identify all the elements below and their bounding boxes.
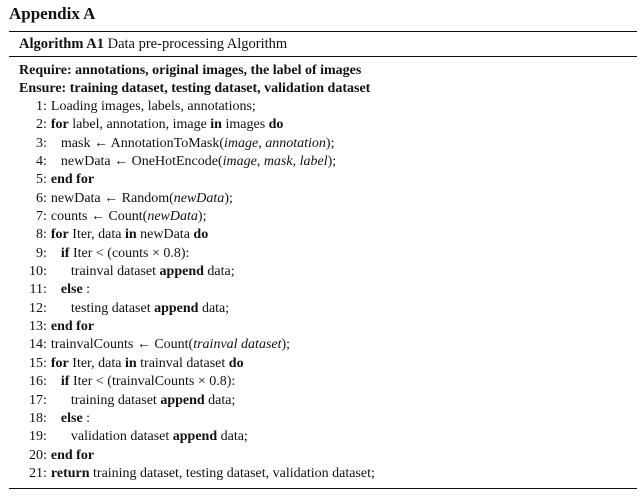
line-content bbox=[51, 227, 208, 242]
keyword: for bbox=[50, 227, 69, 243]
keyword: for bbox=[50, 355, 69, 371]
line-content bbox=[51, 99, 256, 114]
code-text: mask ← AnnotationToMask( bbox=[60, 135, 225, 151]
code-text: images bbox=[221, 117, 269, 133]
code-text: data; bbox=[217, 429, 248, 445]
line-number: 18 bbox=[29, 410, 43, 426]
line-number-colon: : bbox=[43, 465, 47, 481]
code-text: ); bbox=[325, 135, 335, 151]
code-text: newData bbox=[136, 227, 194, 243]
line-number-colon: : bbox=[43, 172, 47, 188]
keyword: else bbox=[60, 410, 83, 426]
keyword: end for bbox=[50, 319, 95, 335]
code-text: Iter, data bbox=[68, 355, 125, 371]
math-argument: image, mask, label bbox=[222, 154, 328, 170]
line-number: 13 bbox=[29, 319, 43, 335]
line-number-colon: : bbox=[43, 429, 47, 445]
math-argument: image, annotation bbox=[224, 135, 326, 151]
code-text: trainval dataset bbox=[70, 264, 160, 280]
algorithm-line bbox=[9, 190, 375, 208]
line-content bbox=[51, 393, 236, 408]
line-number: 11 bbox=[29, 282, 43, 298]
code-text: ); bbox=[197, 209, 207, 225]
bottom-rule bbox=[9, 488, 637, 489]
code-text: training dataset bbox=[70, 392, 161, 408]
keyword: in bbox=[124, 227, 137, 243]
line-number: 2 bbox=[36, 117, 43, 133]
line-content bbox=[51, 154, 336, 169]
math-argument: newData bbox=[147, 209, 198, 225]
algorithm-caption bbox=[19, 35, 287, 53]
line-content bbox=[51, 429, 248, 444]
code-text: ); bbox=[281, 337, 291, 353]
line-number: 3 bbox=[36, 135, 43, 151]
line-number-colon: : bbox=[43, 374, 47, 390]
code-text: newData ← Random( bbox=[50, 190, 174, 206]
line-content bbox=[51, 136, 335, 151]
keyword: else bbox=[60, 282, 83, 298]
line-number: 17 bbox=[29, 392, 43, 408]
algorithm-line bbox=[9, 465, 375, 483]
line-number-colon: : bbox=[43, 319, 47, 335]
line-number-colon: : bbox=[43, 209, 47, 225]
algorithm-box bbox=[9, 31, 637, 489]
line-content bbox=[51, 411, 90, 426]
line-content bbox=[51, 209, 207, 224]
keyword: do bbox=[268, 117, 284, 133]
keyword: append bbox=[160, 392, 205, 408]
line-number-colon: : bbox=[43, 117, 47, 133]
line-content bbox=[51, 356, 244, 371]
algorithm-line bbox=[9, 318, 375, 336]
algorithm-line bbox=[9, 135, 375, 153]
line-number-colon: : bbox=[43, 135, 47, 151]
code-text: counts ← Count( bbox=[50, 209, 148, 225]
algorithm-line bbox=[9, 226, 375, 244]
caption-title: Data pre-processing Algorithm bbox=[107, 36, 288, 52]
algorithm-lines bbox=[9, 98, 375, 483]
code-text: trainvalCounts ← Count( bbox=[50, 337, 194, 353]
algorithm-line bbox=[9, 336, 375, 354]
line-number-colon: : bbox=[43, 99, 47, 114]
code-text: training dataset, testing dataset, validation dataset; bbox=[89, 465, 375, 481]
line-number: 8 bbox=[36, 227, 43, 243]
keyword: do bbox=[193, 227, 209, 243]
code-text: newData ← OneHotEncode( bbox=[60, 154, 223, 170]
algorithm-line bbox=[9, 281, 375, 299]
line-number-colon: : bbox=[43, 154, 47, 170]
line-content bbox=[51, 319, 94, 334]
keyword: append bbox=[159, 264, 204, 280]
code-text: Loading images, labels, annotations; bbox=[50, 99, 256, 114]
keyword: append bbox=[154, 300, 199, 316]
caption-rule bbox=[9, 56, 637, 57]
line-content bbox=[51, 337, 290, 352]
math-argument: newData bbox=[173, 190, 225, 206]
code-text: : bbox=[82, 282, 91, 298]
line-number: 5 bbox=[36, 172, 43, 188]
line-number: 20 bbox=[29, 447, 43, 463]
line-number-colon: : bbox=[43, 392, 47, 408]
line-number: 10 bbox=[29, 264, 43, 280]
line-number: 14 bbox=[29, 337, 43, 353]
algorithm-line bbox=[9, 208, 375, 226]
line-number: 6 bbox=[36, 190, 43, 206]
algorithm-line bbox=[9, 300, 375, 318]
algorithm-line bbox=[9, 355, 375, 373]
algorithm-line bbox=[9, 392, 375, 410]
code-text: Iter < (trainvalCounts × 0.8): bbox=[69, 374, 236, 390]
keyword: end for bbox=[50, 447, 95, 463]
code-text: data; bbox=[198, 300, 230, 316]
line-number-colon: : bbox=[43, 355, 47, 371]
require-label: Require: bbox=[19, 63, 72, 78]
line-number-colon: : bbox=[43, 245, 47, 261]
line-content bbox=[51, 282, 90, 297]
keyword: for bbox=[50, 117, 69, 133]
line-number-colon: : bbox=[43, 227, 47, 243]
line-content bbox=[51, 466, 375, 481]
appendix-heading: Appendix A bbox=[9, 4, 96, 23]
line-content bbox=[51, 117, 284, 132]
caption-label: Algorithm A1 bbox=[19, 36, 104, 52]
line-number-colon: : bbox=[43, 337, 47, 353]
line-content bbox=[51, 374, 235, 389]
ensure-line bbox=[19, 80, 370, 98]
algorithm-line bbox=[9, 263, 375, 281]
code-text: Iter < (counts × 0.8): bbox=[69, 245, 190, 261]
keyword: in bbox=[124, 355, 137, 371]
code-text: label, annotation, image bbox=[68, 117, 211, 133]
line-content bbox=[51, 246, 190, 261]
line-number: 9 bbox=[36, 245, 43, 261]
math-argument: trainval dataset bbox=[193, 337, 282, 353]
line-number: 1 bbox=[36, 99, 43, 114]
line-number: 4 bbox=[36, 154, 43, 170]
code-text: Iter, data bbox=[68, 227, 125, 243]
algorithm-io bbox=[19, 62, 370, 98]
line-number: 7 bbox=[36, 209, 43, 225]
line-number: 15 bbox=[29, 355, 43, 371]
algorithm-line bbox=[9, 245, 375, 263]
line-number: 16 bbox=[29, 374, 43, 390]
code-text: trainval dataset bbox=[136, 355, 229, 371]
line-content bbox=[51, 191, 233, 206]
line-number-colon: : bbox=[43, 264, 47, 280]
algorithm-line bbox=[9, 98, 375, 116]
code-text: data; bbox=[203, 264, 235, 280]
line-number-colon: : bbox=[43, 282, 47, 298]
top-rule bbox=[9, 31, 637, 32]
line-content bbox=[51, 448, 94, 463]
algorithm-line bbox=[9, 116, 375, 134]
keyword: do bbox=[228, 355, 244, 371]
keyword: in bbox=[210, 117, 222, 133]
ensure-label: Ensure: bbox=[19, 81, 67, 96]
algorithm-line bbox=[9, 447, 375, 465]
line-number: 12 bbox=[29, 300, 43, 316]
keyword: end for bbox=[50, 172, 95, 188]
code-text: ); bbox=[224, 190, 233, 206]
line-content bbox=[51, 264, 235, 279]
require-line bbox=[19, 62, 370, 80]
keyword: append bbox=[172, 429, 218, 445]
line-number: 21 bbox=[29, 465, 43, 481]
algorithm-line bbox=[9, 171, 375, 189]
ensure-text: training dataset, testing dataset, validation dataset bbox=[69, 81, 371, 96]
require-text: annotations, original images, the label of images bbox=[75, 63, 362, 78]
line-content bbox=[51, 301, 229, 316]
code-text: ); bbox=[327, 154, 337, 170]
code-text: data; bbox=[204, 392, 236, 408]
line-content bbox=[51, 172, 94, 187]
keyword: if bbox=[60, 374, 70, 390]
keyword: return bbox=[50, 465, 90, 481]
line-number-colon: : bbox=[43, 447, 47, 463]
keyword: if bbox=[60, 245, 70, 261]
algorithm-line bbox=[9, 153, 375, 171]
line-number-colon: : bbox=[43, 410, 47, 426]
code-text: testing dataset bbox=[70, 300, 155, 316]
line-number-colon: : bbox=[43, 190, 47, 206]
algorithm-line bbox=[9, 410, 375, 428]
algorithm-line bbox=[9, 428, 375, 446]
algorithm-line bbox=[9, 373, 375, 391]
line-number-colon: : bbox=[43, 300, 47, 316]
line-number: 19 bbox=[29, 429, 43, 445]
code-text: : bbox=[82, 410, 91, 426]
code-text: validation dataset bbox=[70, 429, 173, 445]
